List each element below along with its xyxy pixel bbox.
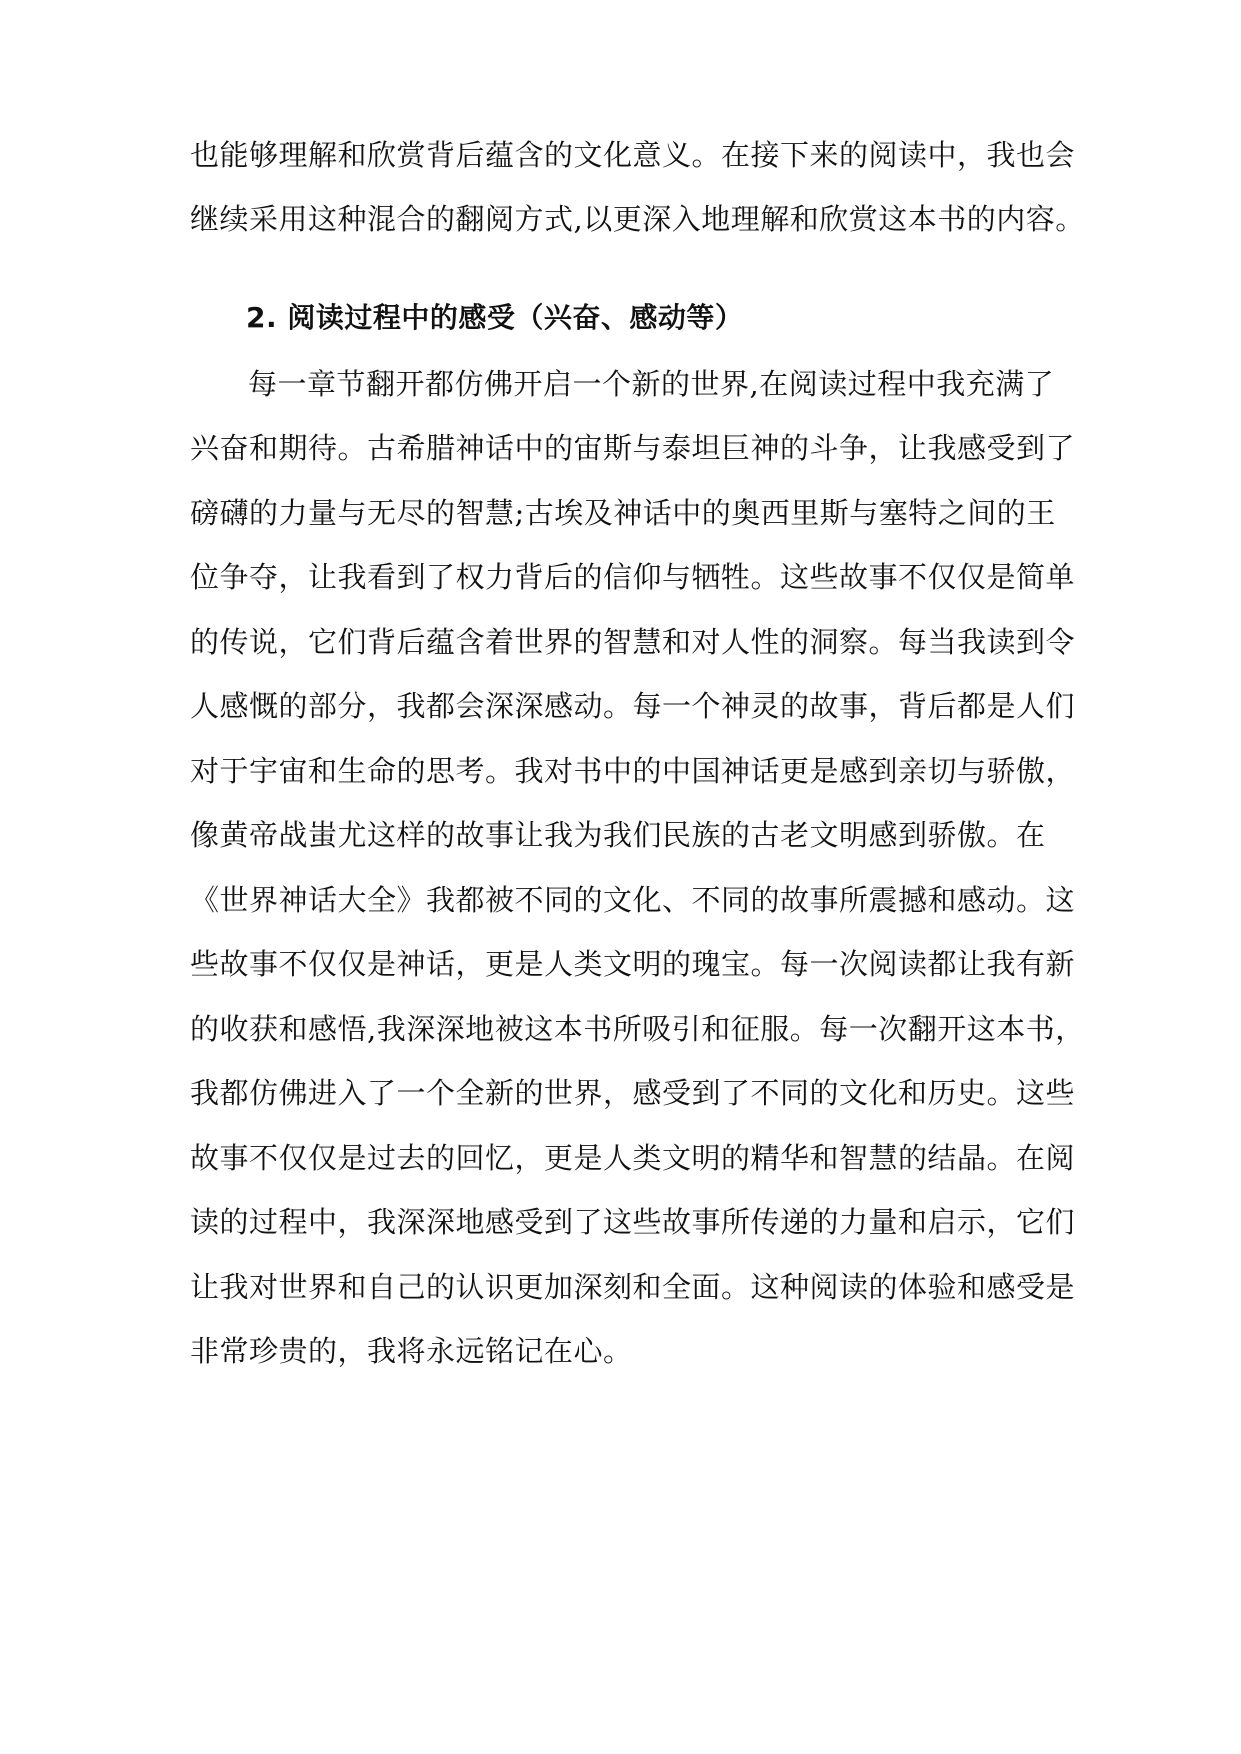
body-line-10: 些故事不仅仅是神话，更是人类文明的瑰宝。每一次阅读都让我有新 xyxy=(190,947,1076,981)
body-line-4: 位争夺，让我看到了权力背后的信仰与牺牲。这些故事不仅仅是简单 xyxy=(190,560,1076,594)
body-line-6: 人感慨的部分，我都会深深感动。每一个神灵的故事，背后都是人们 xyxy=(190,689,1076,723)
body-line-15: 让我对世界和自己的认识更加深刻和全面。这种阅读的体验和感受是 xyxy=(190,1270,1076,1304)
intro-line-2: 继续采用这种混合的翻阅方式,以更深入地理解和欣赏这本书的内容。 xyxy=(190,202,1085,236)
body-line-2: 兴奋和期待。古希腊神话中的宙斯与泰坦巨神的斗争，让我感受到了 xyxy=(190,431,1076,465)
body-line-5: 的传说，它们背后蕴含着世界的智慧和对人性的洞察。每当我读到令 xyxy=(190,625,1076,659)
body-line-11: 的收获和感悟,我深深地被这本书所吸引和征服。每一次翻开这本书， xyxy=(190,1012,1085,1046)
body-line-12: 我都仿佛进入了一个全新的世界，感受到了不同的文化和历史。这些 xyxy=(190,1076,1076,1110)
body-line-3: 磅礴的力量与无尽的智慧;古埃及神话中的奥西里斯与塞特之间的王 xyxy=(190,496,1056,530)
body-line-14: 读的过程中，我深深地感受到了这些故事所传递的力量和启示，它们 xyxy=(190,1205,1076,1239)
intro-line-1: 也能够理解和欣赏背后蕴含的文化意义。在接下来的阅读中，我也会 xyxy=(190,138,1076,172)
body-line-7: 对于宇宙和生命的思考。我对书中的中国神话更是感到亲切与骄傲， xyxy=(190,754,1076,788)
body-line-8: 像黄帝战蚩尤这样的故事让我为我们民族的古老文明感到骄傲。在 xyxy=(190,818,1046,852)
section-heading: 2. 阅读过程中的感受（兴奋、感动等） xyxy=(246,301,744,334)
body-line-13: 故事不仅仅是过去的回忆，更是人类文明的精华和智慧的结晶。在阅 xyxy=(190,1141,1076,1175)
body-line-16: 非常珍贵的，我将永远铭记在心。 xyxy=(190,1334,633,1368)
body-line-1: 每一章节翻开都仿佛开启一个新的世界,在阅读过程中我充满了 xyxy=(248,367,1055,401)
body-line-9: 《世界神话大全》我都被不同的文化、不同的故事所震撼和感动。这 xyxy=(190,883,1076,917)
